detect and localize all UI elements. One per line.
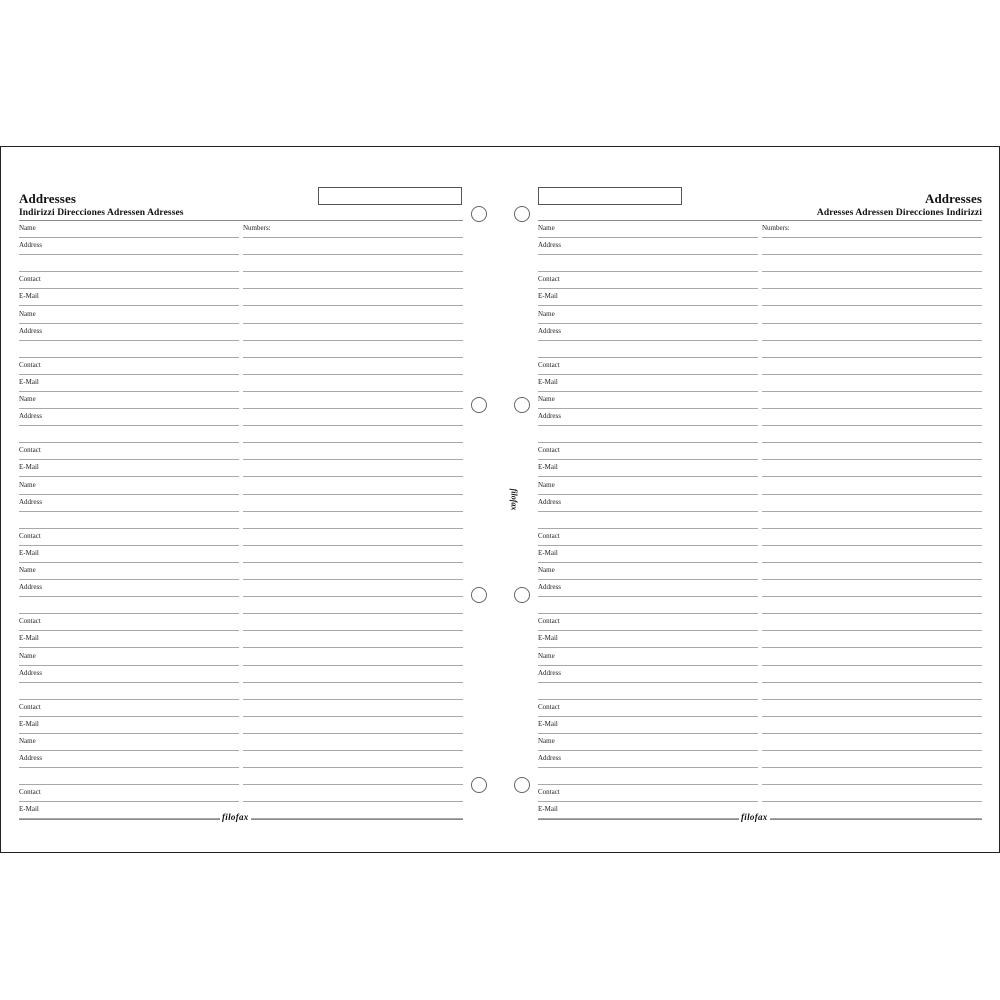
- entry-line[interactable]: [538, 750, 758, 751]
- entry-line[interactable]: [19, 699, 239, 700]
- field-label-contact: Contact: [538, 788, 560, 797]
- entry-line[interactable]: [19, 613, 239, 614]
- entry-line[interactable]: [19, 494, 239, 495]
- entry-line[interactable]: [19, 357, 239, 358]
- binder-hole-icon: [471, 777, 487, 793]
- field-label-address: Address: [538, 497, 561, 506]
- entry-line[interactable]: [538, 323, 758, 324]
- entry-line[interactable]: [538, 494, 758, 495]
- numbers-line[interactable]: [762, 545, 982, 546]
- numbers-line[interactable]: [243, 665, 463, 666]
- entry-line[interactable]: [19, 630, 239, 631]
- field-label-email: E-Mail: [19, 805, 39, 814]
- entry-line[interactable]: [538, 613, 758, 614]
- numbers-line[interactable]: [762, 459, 982, 460]
- entry-line[interactable]: [538, 288, 758, 289]
- binder-hole-icon: [514, 777, 530, 793]
- numbers-line[interactable]: [762, 511, 982, 512]
- field-label-name: Name: [19, 395, 36, 403]
- numbers-line[interactable]: [762, 716, 982, 717]
- entry-line[interactable]: [19, 801, 239, 802]
- numbers-line[interactable]: [243, 750, 463, 751]
- field-label-contact: Contact: [538, 275, 560, 284]
- field-label-email: E-Mail: [538, 548, 558, 557]
- entry-line[interactable]: [19, 682, 239, 683]
- field-label-name: Name: [538, 737, 555, 745]
- field-label-address: Address: [538, 412, 561, 421]
- numbers-line[interactable]: [762, 425, 982, 426]
- entry-line[interactable]: [19, 665, 239, 666]
- index-tab-box[interactable]: [318, 187, 462, 205]
- entry-line[interactable]: [19, 391, 239, 392]
- numbers-line[interactable]: [243, 511, 463, 512]
- index-tab-box[interactable]: [538, 187, 682, 205]
- numbers-line[interactable]: [243, 254, 463, 255]
- entry-line[interactable]: [538, 442, 758, 443]
- field-label-email: E-Mail: [19, 292, 39, 301]
- field-label-address: Address: [19, 326, 42, 335]
- field-label-email: E-Mail: [19, 719, 39, 728]
- field-label-name: Name: [19, 480, 36, 489]
- field-label-address: Address: [19, 668, 42, 677]
- numbers-line[interactable]: [762, 750, 982, 751]
- entry-line[interactable]: [538, 647, 758, 648]
- entry-line[interactable]: [538, 562, 758, 563]
- header-rule: [19, 220, 463, 221]
- page-subtitle: Adresses Adressen Direcciones Indirizzi: [816, 208, 982, 218]
- field-label-name: Name: [19, 566, 36, 574]
- numbers-line[interactable]: [243, 733, 463, 734]
- entry-line[interactable]: [19, 528, 239, 529]
- numbers-line[interactable]: [762, 305, 982, 306]
- filofax-logo: filofax: [741, 812, 768, 822]
- field-label-email: E-Mail: [19, 548, 39, 557]
- numbers-line[interactable]: [243, 545, 463, 546]
- numbers-line[interactable]: [762, 733, 982, 734]
- numbers-line[interactable]: [762, 801, 982, 802]
- field-label-contact: Contact: [538, 360, 560, 369]
- numbers-line[interactable]: [243, 357, 463, 358]
- numbers-line[interactable]: [243, 716, 463, 717]
- entry-line[interactable]: [538, 716, 758, 717]
- numbers-line[interactable]: [762, 699, 982, 700]
- numbers-line[interactable]: [243, 801, 463, 802]
- binder-hole-icon: [514, 206, 530, 222]
- entry-line[interactable]: [19, 476, 239, 477]
- numbers-line[interactable]: [762, 408, 982, 409]
- entry-line[interactable]: [538, 784, 758, 785]
- entry-line[interactable]: [538, 391, 758, 392]
- entry-line[interactable]: [19, 374, 239, 375]
- field-label-email: E-Mail: [538, 463, 558, 472]
- numbers-line[interactable]: [243, 528, 463, 529]
- entry-line[interactable]: [538, 511, 758, 512]
- numbers-line[interactable]: [243, 579, 463, 580]
- field-label-contact: Contact: [19, 702, 41, 711]
- field-label-contact: Contact: [19, 446, 41, 455]
- organizer-sheet: [0, 146, 1000, 853]
- field-label-email: E-Mail: [19, 463, 39, 472]
- page-subtitle: Indirizzi Direcciones Adressen Adresses: [19, 208, 184, 218]
- field-label-email: E-Mail: [538, 634, 558, 643]
- field-label-contact: Contact: [19, 788, 41, 797]
- entry-line[interactable]: [538, 528, 758, 529]
- field-label-name: Name: [538, 480, 555, 489]
- field-label-name: Name: [19, 651, 36, 660]
- numbers-line[interactable]: [762, 579, 982, 580]
- field-label-address: Address: [19, 497, 42, 506]
- entry-line[interactable]: [19, 425, 239, 426]
- entry-line[interactable]: [19, 271, 239, 272]
- field-label-address: Address: [538, 326, 561, 335]
- numbers-line[interactable]: [243, 271, 463, 272]
- numbers-label: Numbers:: [762, 224, 790, 232]
- field-label-email: E-Mail: [19, 634, 39, 643]
- field-label-address: Address: [19, 412, 42, 421]
- numbers-line[interactable]: [762, 442, 982, 443]
- page-title: Addresses: [19, 191, 77, 206]
- entry-line[interactable]: [538, 340, 758, 341]
- entry-line[interactable]: [19, 716, 239, 717]
- numbers-line[interactable]: [762, 340, 982, 341]
- numbers-line[interactable]: [243, 288, 463, 289]
- numbers-line[interactable]: [243, 647, 463, 648]
- binder-hole-icon: [514, 587, 530, 603]
- numbers-line[interactable]: [762, 647, 982, 648]
- numbers-line[interactable]: [243, 442, 463, 443]
- spine-logo: filofax: [509, 488, 519, 511]
- entry-line[interactable]: [538, 682, 758, 683]
- numbers-line[interactable]: [762, 767, 982, 768]
- entry-line[interactable]: [19, 733, 239, 734]
- numbers-line[interactable]: [762, 254, 982, 255]
- numbers-line[interactable]: [243, 476, 463, 477]
- numbers-line[interactable]: [243, 682, 463, 683]
- numbers-line[interactable]: [243, 408, 463, 409]
- binder-hole-icon: [514, 397, 530, 413]
- entry-line[interactable]: [19, 784, 239, 785]
- numbers-line[interactable]: [762, 494, 982, 495]
- entry-line[interactable]: [538, 733, 758, 734]
- field-label-name: Name: [19, 309, 36, 318]
- binder-hole-icon: [471, 587, 487, 603]
- numbers-line[interactable]: [762, 357, 982, 358]
- field-label-name: Name: [538, 224, 555, 232]
- numbers-line[interactable]: [243, 305, 463, 306]
- numbers-line[interactable]: [243, 562, 463, 563]
- entry-line[interactable]: [19, 750, 239, 751]
- numbers-line[interactable]: [243, 237, 463, 238]
- entry-line[interactable]: [19, 511, 239, 512]
- numbers-line[interactable]: [243, 767, 463, 768]
- binder-hole-icon: [471, 397, 487, 413]
- numbers-line[interactable]: [762, 613, 982, 614]
- entry-line[interactable]: [538, 699, 758, 700]
- field-label-contact: Contact: [19, 360, 41, 369]
- entry-line[interactable]: [19, 288, 239, 289]
- field-label-address: Address: [538, 241, 561, 250]
- entry-line[interactable]: [538, 767, 758, 768]
- entry-line[interactable]: [538, 254, 758, 255]
- entry-line[interactable]: [19, 596, 239, 597]
- entry-line[interactable]: [19, 237, 239, 238]
- entry-line[interactable]: [538, 357, 758, 358]
- numbers-line[interactable]: [762, 374, 982, 375]
- entry-line[interactable]: [19, 562, 239, 563]
- field-label-email: E-Mail: [538, 292, 558, 301]
- field-label-email: E-Mail: [19, 377, 39, 386]
- numbers-line[interactable]: [762, 682, 982, 683]
- entry-line[interactable]: [538, 545, 758, 546]
- field-label-name: Name: [19, 737, 36, 745]
- field-label-email: E-Mail: [538, 805, 558, 814]
- field-label-name: Name: [538, 566, 555, 574]
- field-label-name: Name: [19, 224, 36, 232]
- field-label-contact: Contact: [19, 531, 41, 540]
- numbers-line[interactable]: [243, 323, 463, 324]
- entry-line[interactable]: [19, 305, 239, 306]
- numbers-line[interactable]: [762, 237, 982, 238]
- field-label-address: Address: [19, 754, 42, 763]
- numbers-line[interactable]: [243, 630, 463, 631]
- entry-line[interactable]: [538, 476, 758, 477]
- field-label-address: Address: [538, 583, 561, 592]
- header-rule: [538, 220, 982, 221]
- entry-line[interactable]: [538, 459, 758, 460]
- numbers-line[interactable]: [762, 323, 982, 324]
- binder-hole-icon: [471, 206, 487, 222]
- numbers-line[interactable]: [762, 391, 982, 392]
- entry-line[interactable]: [19, 408, 239, 409]
- field-label-contact: Contact: [538, 446, 560, 455]
- field-label-contact: Contact: [538, 702, 560, 711]
- page-title: Addresses: [924, 191, 982, 206]
- field-label-contact: Contact: [538, 617, 560, 626]
- field-label-email: E-Mail: [538, 377, 558, 386]
- numbers-line[interactable]: [243, 340, 463, 341]
- entry-line[interactable]: [538, 630, 758, 631]
- entry-line[interactable]: [538, 579, 758, 580]
- numbers-line[interactable]: [762, 476, 982, 477]
- numbers-line[interactable]: [762, 288, 982, 289]
- entry-line[interactable]: [538, 305, 758, 306]
- numbers-line[interactable]: [243, 425, 463, 426]
- entry-line[interactable]: [19, 442, 239, 443]
- numbers-line[interactable]: [762, 784, 982, 785]
- entry-line[interactable]: [538, 425, 758, 426]
- field-label-address: Address: [19, 241, 42, 250]
- numbers-line[interactable]: [243, 699, 463, 700]
- entry-line[interactable]: [538, 237, 758, 238]
- entry-line[interactable]: [538, 374, 758, 375]
- entry-line[interactable]: [19, 323, 239, 324]
- numbers-line[interactable]: [243, 494, 463, 495]
- entry-line[interactable]: [538, 408, 758, 409]
- field-label-address: Address: [538, 754, 561, 763]
- entry-line[interactable]: [19, 459, 239, 460]
- entry-line[interactable]: [538, 665, 758, 666]
- numbers-line[interactable]: [762, 528, 982, 529]
- numbers-line[interactable]: [243, 784, 463, 785]
- entry-line[interactable]: [19, 767, 239, 768]
- numbers-line[interactable]: [762, 562, 982, 563]
- field-label-contact: Contact: [19, 275, 41, 284]
- numbers-line[interactable]: [762, 665, 982, 666]
- entry-line[interactable]: [538, 271, 758, 272]
- entry-line[interactable]: [538, 596, 758, 597]
- field-label-name: Name: [538, 309, 555, 318]
- field-label-address: Address: [538, 668, 561, 677]
- numbers-line[interactable]: [243, 374, 463, 375]
- numbers-line[interactable]: [243, 613, 463, 614]
- entry-line[interactable]: [19, 647, 239, 648]
- field-label-contact: Contact: [538, 531, 560, 540]
- field-label-email: E-Mail: [538, 719, 558, 728]
- numbers-label: Numbers:: [243, 224, 271, 232]
- entry-line[interactable]: [19, 254, 239, 255]
- filofax-logo: filofax: [222, 812, 249, 822]
- numbers-line[interactable]: [243, 459, 463, 460]
- field-label-name: Name: [538, 651, 555, 660]
- entry-line[interactable]: [19, 545, 239, 546]
- numbers-line[interactable]: [243, 596, 463, 597]
- numbers-line[interactable]: [762, 630, 982, 631]
- entry-line[interactable]: [19, 579, 239, 580]
- field-label-address: Address: [19, 583, 42, 592]
- field-label-name: Name: [538, 395, 555, 403]
- entry-line[interactable]: [19, 340, 239, 341]
- numbers-line[interactable]: [762, 271, 982, 272]
- field-label-contact: Contact: [19, 617, 41, 626]
- numbers-line[interactable]: [762, 596, 982, 597]
- entry-line[interactable]: [538, 801, 758, 802]
- numbers-line[interactable]: [243, 391, 463, 392]
